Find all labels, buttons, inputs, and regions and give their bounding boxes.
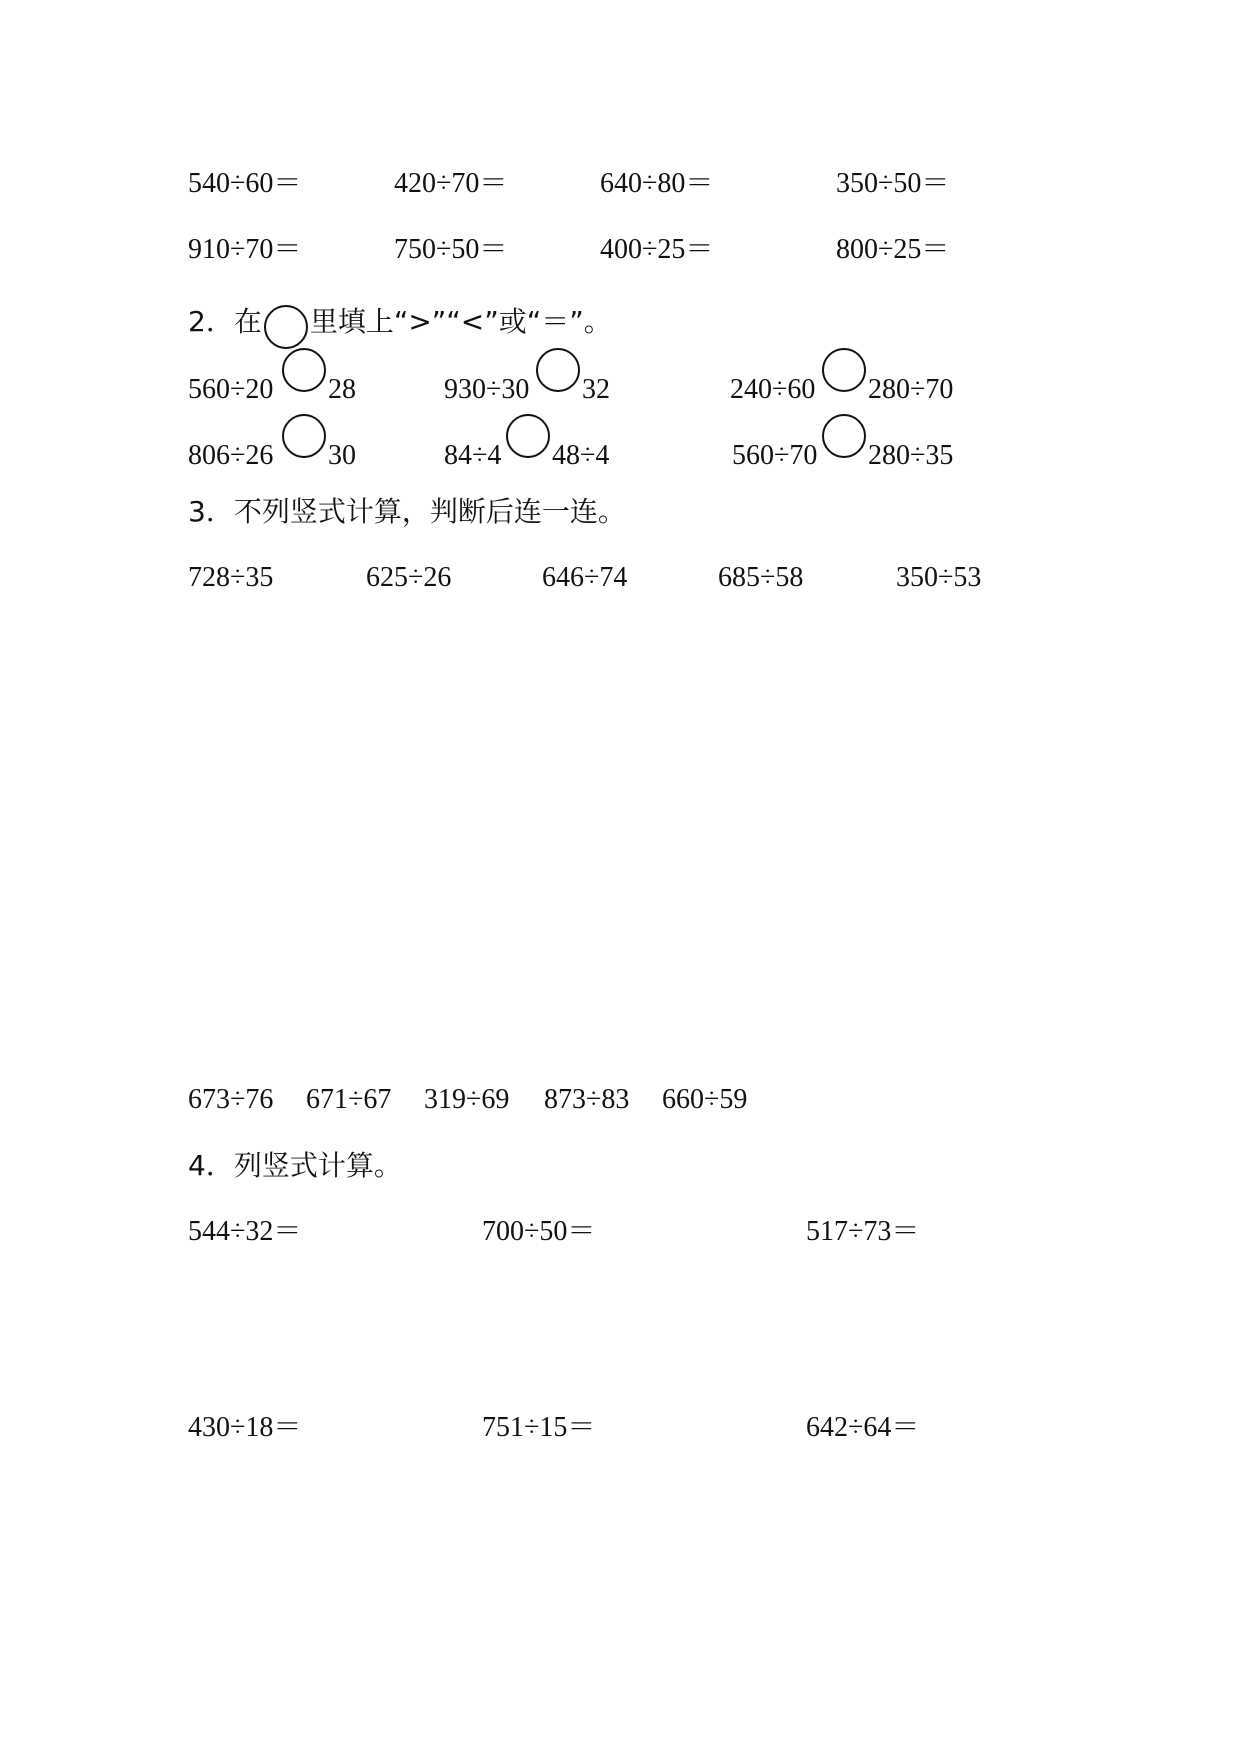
compare-left: 930÷30: [444, 374, 530, 405]
problem: 540÷60＝: [188, 168, 302, 199]
match-bottom-item[interactable]: 671÷67: [306, 1084, 392, 1115]
compare-left: 560÷70: [732, 440, 818, 471]
match-bottom-item[interactable]: 873÷83: [544, 1084, 630, 1115]
match-top-item[interactable]: 728÷35: [188, 562, 274, 593]
compare-right: 280÷35: [868, 440, 954, 471]
answer-circle[interactable]: [282, 414, 326, 458]
problem: 420÷70＝: [394, 168, 508, 199]
circle-icon: [264, 305, 308, 349]
answer-circle[interactable]: [536, 348, 580, 392]
section-2-title-prefix: 2．在: [188, 305, 262, 338]
answer-circle[interactable]: [822, 414, 866, 458]
compare-right: 30: [328, 440, 356, 471]
compare-right: 48÷4: [552, 440, 610, 471]
problem: 544÷32＝: [188, 1216, 302, 1247]
match-top-item[interactable]: 685÷58: [718, 562, 804, 593]
answer-circle[interactable]: [506, 414, 550, 458]
problem: 350÷50＝: [836, 168, 950, 199]
answer-circle[interactable]: [282, 348, 326, 392]
compare-left: 240÷60: [730, 374, 816, 405]
match-top-item[interactable]: 350÷53: [896, 562, 982, 593]
problem: 517÷73＝: [806, 1216, 920, 1247]
problem: 700÷50＝: [482, 1216, 596, 1247]
compare-left: 560÷20: [188, 374, 274, 405]
compare-right: 32: [582, 374, 610, 405]
match-top-item[interactable]: 625÷26: [366, 562, 452, 593]
problem: 430÷18＝: [188, 1412, 302, 1443]
compare-right: 280÷70: [868, 374, 954, 405]
section-4-title: 4．列竖式计算。: [188, 1149, 402, 1182]
problem: 910÷70＝: [188, 234, 302, 265]
problem: 800÷25＝: [836, 234, 950, 265]
compare-right: 28: [328, 374, 356, 405]
match-bottom-item[interactable]: 319÷69: [424, 1084, 510, 1115]
match-top-item[interactable]: 646÷74: [542, 562, 628, 593]
problem: 400÷25＝: [600, 234, 714, 265]
section-2-title-suffix: 里填上“>”“<”或“＝”。: [309, 305, 612, 338]
section-2-title: [188, 304, 612, 349]
compare-left: 806÷26: [188, 440, 274, 471]
problem: 751÷15＝: [482, 1412, 596, 1443]
answer-circle[interactable]: [822, 348, 866, 392]
problem: 640÷80＝: [600, 168, 714, 199]
match-bottom-item[interactable]: 673÷76: [188, 1084, 274, 1115]
problem: 642÷64＝: [806, 1412, 920, 1443]
compare-left: 84÷4: [444, 440, 502, 471]
problem: 750÷50＝: [394, 234, 508, 265]
section-3-title: 3．不列竖式计算，判断后连一连。: [188, 495, 626, 528]
match-bottom-item[interactable]: 660÷59: [662, 1084, 748, 1115]
